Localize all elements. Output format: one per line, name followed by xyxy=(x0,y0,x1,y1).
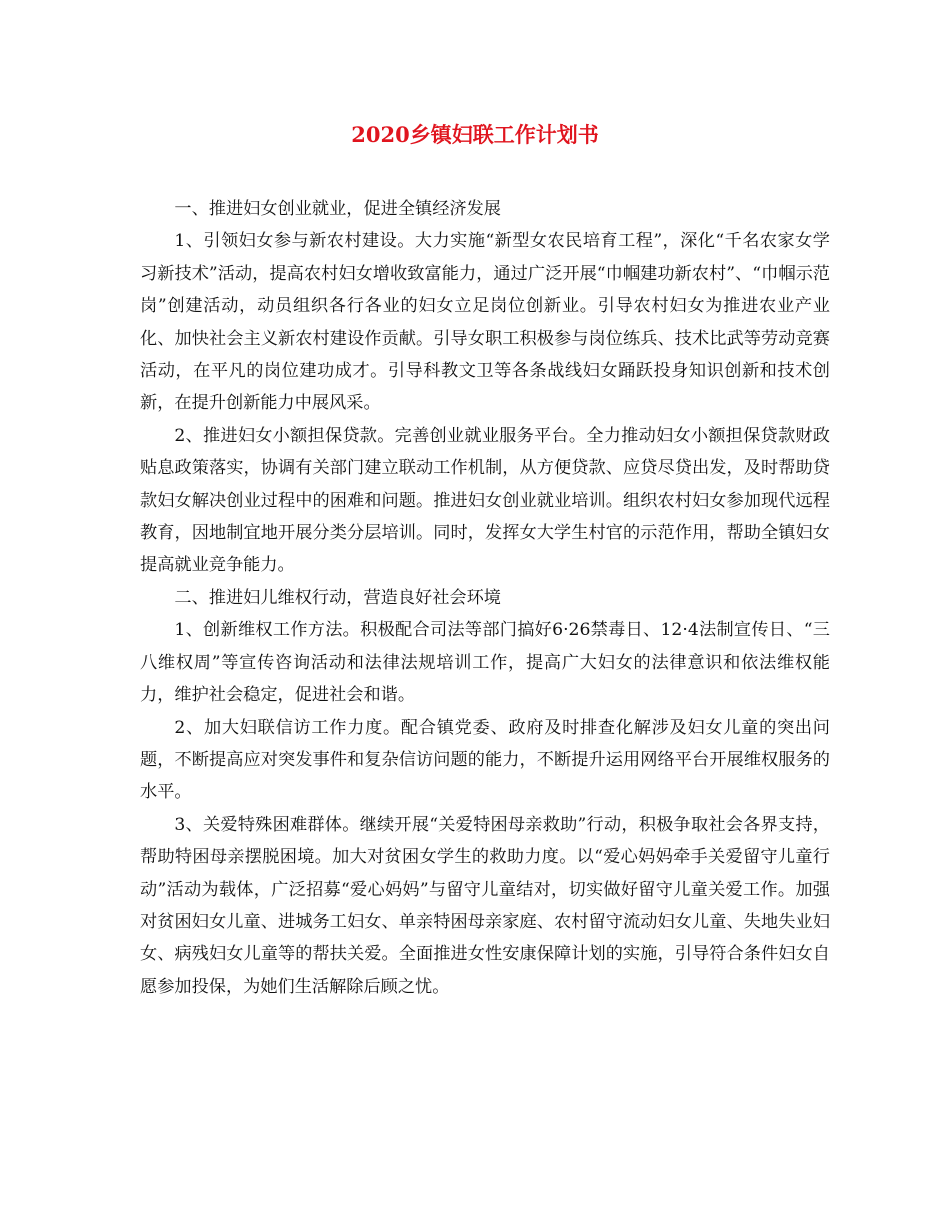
paragraph-2-1: 1、创新维权工作方法。积极配合司法等部门搞好6·26禁毒日、12·4法制宣传日、“三八维权周”等宣传咨询活动和法律法规培训工作，提高广大妇女的法律意识和依法维权能力，维护社会稳定，促进社会和谐。 xyxy=(140,620,830,706)
section-heading-2: 二、推进妇儿维权行动，营造良好社会环境 xyxy=(174,587,501,608)
paragraph-2-3: 3、关爱特殊困难群体。继续开展“关爱特困母亲救助”行动，积极争取社会各界支持，帮助特困母亲摆脱困境。加大对贫困女学生的救助力度。以“爱心妈妈牵手关爱留守儿童行动”活动为载体，广泛招募“爱心妈妈”与留守儿童结对，切实做好留守儿童关爱工作。加强对贫困妇女儿童、进城务工妇女、单亲特困母亲家庭、农村留守流动妇女儿童、失地失业妇女、病残妇女儿童等的帮扶关爱。全面推进女性安康保障计划的实施，引导符合条件妇女自愿参加投保，为她们生活解除后顾之忧。 xyxy=(140,814,830,997)
page-title: 2020乡镇妇联工作计划书 xyxy=(351,122,599,147)
section-heading-1: 一、推进妇女创业就业，促进全镇经济发展 xyxy=(174,199,501,219)
document-body xyxy=(140,193,830,1003)
paragraph-2-2: 2、加大妇联信访工作力度。配合镇党委、政府及时排查化解涉及妇女儿童的突出问题，不断提高应对突发事件和复杂信访问题的能力，不断提升运用网络平台开展维权服务的水平。 xyxy=(140,717,830,803)
paragraph-1-2: 2、推进妇女小额担保贷款。完善创业就业服务平台。全力推动妇女小额担保贷款财政贴息政策落实，协调有关部门建立联动工作机制，从方便贷款、应贷尽贷出发，及时帮助贷款妇女解决创业过程中的困难和问题。推进妇女创业就业培训。组织农村妇女参加现代远程教育，因地制宜地开展分类分层培训。同时，发挥女大学生村官的示范作用，帮助全镇妇女提高就业竞争能力。 xyxy=(140,425,830,576)
paragraph-1-1: 1、引领妇女参与新农村建设。大力实施“新型女农民培育工程”，深化“千名农家女学习新技术”活动，提高农村妇女增收致富能力，通过广泛开展“巾帼建功新农村”、“巾帼示范岗”创建活动，动员组织各行各业的妇女立足岗位创新业。引导农村妇女为推进农业产业化、加快社会主义新农村建设作贡献。引导女职工积极参与岗位练兵、技术比武等劳动竞赛活动，在平凡的岗位建功成才。引导科教文卫等各条战线妇女踊跃投身知识创新和技术创新，在提升创新能力中展风采。 xyxy=(140,231,830,414)
